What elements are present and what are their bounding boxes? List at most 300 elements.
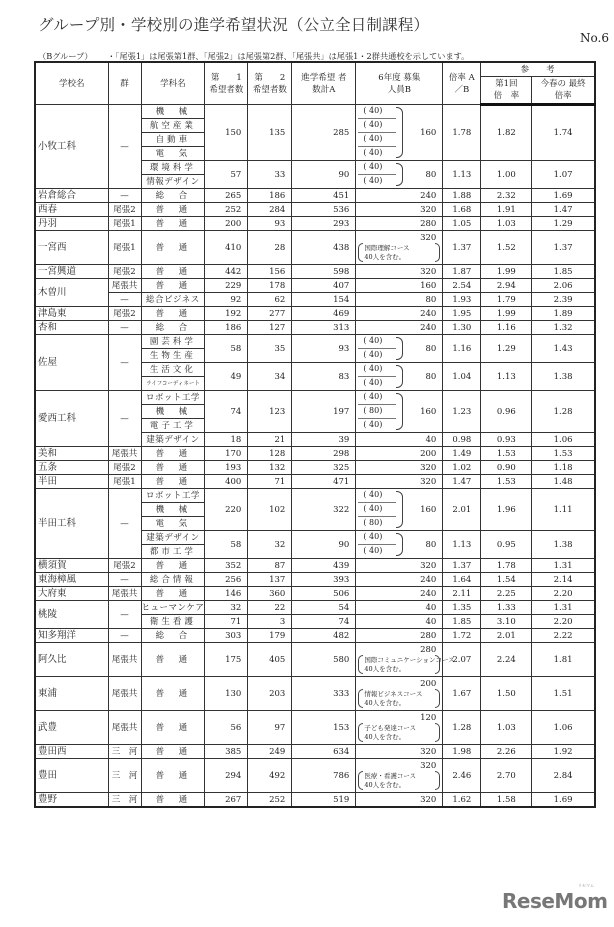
first-choice-count: 150 [205, 105, 248, 161]
second-choice-count: 32 [248, 531, 292, 559]
quota-part: ( 40) [358, 335, 396, 349]
quota-b [356, 711, 443, 745]
quota-b: 80 [356, 293, 443, 307]
first-round-ratio: 1.58 [481, 793, 532, 808]
school-name: 佐屋 [35, 335, 108, 391]
total-a: 482 [292, 629, 356, 643]
total-a: 313 [292, 321, 356, 335]
group-cell: 三 河 [108, 745, 141, 759]
table-row [35, 231, 595, 265]
final-ratio: 1.85 [532, 265, 595, 279]
ratio-ab: 1.49 [443, 447, 481, 461]
course-note [364, 690, 422, 708]
final-ratio: 1.07 [532, 161, 595, 189]
school-name: 大府東 [35, 587, 108, 601]
bracket-right-icon [435, 723, 440, 742]
quota-part: ( 80) [358, 405, 396, 419]
bracket-right-icon [435, 689, 440, 708]
subject-name: 普 通 [141, 231, 205, 265]
subject-name: 環境科学 [141, 161, 205, 175]
first-choice-count: 410 [205, 231, 248, 265]
quota-part: ( 40) [358, 133, 396, 147]
table-row [35, 759, 595, 793]
second-choice-count: 127 [248, 321, 292, 335]
table-row [35, 559, 595, 573]
group-cell: — [108, 573, 141, 587]
school-name: 武豊 [35, 711, 108, 745]
table-row [35, 279, 595, 293]
brace-icon [396, 393, 403, 430]
subject-name: 総 合 [141, 321, 205, 335]
quota-b: 40 [356, 601, 443, 615]
total-a: 54 [292, 601, 356, 615]
ratio-ab: 1.28 [443, 711, 481, 745]
total-a: 322 [292, 489, 356, 531]
first-round-ratio: 0.96 [481, 391, 532, 433]
quota-breakdown [358, 391, 396, 432]
school-name: 西春 [35, 203, 108, 217]
second-choice-count: 3 [248, 615, 292, 629]
first-round-ratio: 1.52 [481, 231, 532, 265]
first-round-ratio: 1.96 [481, 489, 532, 531]
table-row [35, 793, 595, 808]
second-choice-count: 35 [248, 335, 292, 363]
col-school: 学校名 [35, 62, 108, 105]
ratio-ab: 2.01 [443, 489, 481, 531]
quota-b: 320 [356, 265, 443, 279]
subject-name: ライフコーディネート [141, 377, 205, 391]
quota-total: 280 [420, 645, 437, 655]
second-choice-count: 284 [248, 203, 292, 217]
group-cell: 尾張2 [108, 307, 141, 321]
final-ratio: 2.20 [532, 615, 595, 629]
quota-b [356, 391, 443, 433]
second-choice-count: 21 [248, 433, 292, 447]
table-row [35, 587, 595, 601]
quota-total: 120 [420, 713, 437, 723]
final-ratio: 2.39 [532, 293, 595, 307]
quota-breakdown [358, 363, 396, 390]
brace-icon [396, 337, 403, 360]
group-cell: — [108, 105, 141, 189]
total-a: 285 [292, 105, 356, 161]
group-cell: — [108, 293, 141, 307]
ratio-ab: 1.35 [443, 601, 481, 615]
first-round-ratio: 2.24 [481, 643, 532, 677]
quota-part: ( 40) [363, 148, 383, 157]
total-a: 519 [292, 793, 356, 808]
final-ratio: 2.22 [532, 629, 595, 643]
second-choice-count: 34 [248, 363, 292, 391]
subject-name: 建築デザイン [141, 531, 205, 545]
total-a: 93 [292, 335, 356, 363]
col-quota-b: 6年度 募集人員B [356, 62, 443, 105]
final-ratio: 1.18 [532, 461, 595, 475]
quota-b: 280 [356, 217, 443, 231]
group-cell: — [108, 335, 141, 391]
first-round-ratio: 1.00 [481, 161, 532, 189]
quota-b [356, 363, 443, 391]
subject-name: 普 通 [141, 203, 205, 217]
quota-total: 200 [420, 679, 437, 689]
second-choice-count: 97 [248, 711, 292, 745]
second-choice-count: 178 [248, 279, 292, 293]
quota-b: 240 [356, 307, 443, 321]
school-name: 木曽川 [35, 279, 108, 307]
second-choice-count: 71 [248, 475, 292, 489]
legend-note: ・「尾張1」は尾張第1群、「尾張2」は尾張第2群、「尾張共」は尾張1・2群共通校を示しています。 [107, 51, 470, 61]
first-round-ratio: 1.79 [481, 293, 532, 307]
quota-part: ( 40) [358, 531, 396, 545]
group-cell: 三 河 [108, 759, 141, 793]
subject-name: 建築デザイン [141, 433, 205, 447]
page-title: グループ別・学校別の進学希望状況（公立全日制課程） [38, 16, 430, 34]
total-a: 506 [292, 587, 356, 601]
quota-total: 80 [425, 343, 437, 354]
course-note-line: 40人を含む。 [364, 699, 406, 707]
ratio-ab: 1.02 [443, 461, 481, 475]
table-row [35, 461, 595, 475]
ratio-ab: 1.47 [443, 475, 481, 489]
first-round-ratio: 1.03 [481, 711, 532, 745]
group-cell: 尾張1 [108, 217, 141, 231]
first-round-ratio: 1.82 [481, 105, 532, 161]
first-choice-count: 352 [205, 559, 248, 573]
quota-total: 320 [420, 233, 437, 243]
group-cell: 尾張2 [108, 265, 141, 279]
group-cell: — [108, 391, 141, 447]
first-round-ratio: 1.78 [481, 559, 532, 573]
total-a: 580 [292, 643, 356, 677]
school-name: 丹羽 [35, 217, 108, 231]
quota-breakdown [358, 489, 396, 530]
subject-name: 普 通 [141, 307, 205, 321]
ratio-ab: 1.37 [443, 231, 481, 265]
brace-icon [396, 107, 403, 158]
group-cell: 尾張共 [108, 587, 141, 601]
first-round-ratio: 2.25 [481, 587, 532, 601]
first-choice-count: 385 [205, 745, 248, 759]
second-choice-count: 492 [248, 759, 292, 793]
subject-name: 普 通 [141, 793, 205, 808]
subject-name: 普 通 [141, 643, 205, 677]
ratio-ab: 1.95 [443, 307, 481, 321]
first-round-ratio: 0.90 [481, 461, 532, 475]
second-choice-count: 203 [248, 677, 292, 711]
quota-part: ( 40) [358, 391, 396, 405]
final-ratio: 1.43 [532, 335, 595, 363]
subject-name: 普 通 [141, 711, 205, 745]
first-round-ratio: 1.99 [481, 307, 532, 321]
table-row [35, 447, 595, 461]
ratio-ab: 1.16 [443, 335, 481, 363]
total-a: 90 [292, 531, 356, 559]
quota-part: ( 80) [363, 518, 383, 527]
course-note-line: 医療・看護コース [364, 772, 417, 780]
group-cell: 尾張共 [108, 643, 141, 677]
first-choice-count: 92 [205, 293, 248, 307]
second-choice-count: 405 [248, 643, 292, 677]
first-choice-count: 58 [205, 335, 248, 363]
table-row [35, 321, 595, 335]
quota-b [356, 231, 443, 265]
ratio-ab: 1.13 [443, 531, 481, 559]
ratio-ab: 1.67 [443, 677, 481, 711]
first-round-ratio: 2.32 [481, 189, 532, 203]
table-body [35, 105, 595, 808]
quota-b [356, 643, 455, 677]
first-choice-count: 229 [205, 279, 248, 293]
first-choice-count: 18 [205, 433, 248, 447]
table-row [35, 307, 595, 321]
group-cell: 尾張2 [108, 203, 141, 217]
school-name: 豊野 [35, 793, 108, 808]
quota-part: ( 40) [363, 350, 383, 359]
group-cell: 尾張共 [108, 447, 141, 461]
col-second-choice: 第 2 希望者数 [248, 62, 292, 105]
quota-part: ( 40) [358, 105, 396, 119]
subject-name: 普 通 [141, 461, 205, 475]
ratio-ab: 1.87 [443, 265, 481, 279]
first-round-ratio: 1.53 [481, 447, 532, 461]
first-round-ratio: 1.29 [481, 335, 532, 363]
subject-name: 普 通 [141, 279, 205, 293]
total-a: 325 [292, 461, 356, 475]
group-cell: — [108, 189, 141, 203]
course-note-line: 情報ビジネスコース [364, 690, 423, 698]
total-a: 197 [292, 391, 356, 433]
table-row [35, 105, 595, 119]
school-name: 半田 [35, 475, 108, 489]
total-a: 536 [292, 203, 356, 217]
quota-part: ( 40) [358, 363, 396, 377]
subject-name: 普 通 [141, 559, 205, 573]
subject-name: 衛生看護 [141, 615, 205, 629]
course-note [364, 656, 454, 674]
final-ratio: 1.38 [532, 363, 595, 391]
second-choice-count: 132 [248, 461, 292, 475]
final-ratio: 1.74 [532, 105, 595, 161]
quota-b: 240 [356, 321, 443, 335]
total-a: 439 [292, 559, 356, 573]
ratio-ab: 1.78 [443, 105, 481, 161]
group-cell: — [108, 629, 141, 643]
first-choice-count: 442 [205, 265, 248, 279]
ratio-ab: 1.98 [443, 745, 481, 759]
subject-name: 機 械 [141, 503, 205, 517]
group-cell: 尾張1 [108, 231, 141, 265]
school-name: 杏和 [35, 321, 108, 335]
school-name: 豊田 [35, 759, 108, 793]
first-choice-count: 32 [205, 601, 248, 615]
group-cell: 尾張2 [108, 461, 141, 475]
quota-b: 320 [356, 475, 443, 489]
first-round-ratio: 1.50 [481, 677, 532, 711]
school-name: 五条 [35, 461, 108, 475]
total-a: 471 [292, 475, 356, 489]
bracket-right-icon [435, 771, 440, 790]
final-ratio: 2.84 [532, 759, 595, 793]
subject-name: 電 気 [141, 517, 205, 531]
subject-name: 普 通 [141, 745, 205, 759]
quota-b: 40 [356, 433, 443, 447]
final-ratio: 1.81 [532, 643, 595, 677]
second-choice-count: 252 [248, 793, 292, 808]
col-first-choice: 第 1 希望者数 [205, 62, 248, 105]
course-note-line: 40人を含む。 [364, 253, 406, 261]
first-round-ratio: 1.16 [481, 321, 532, 335]
final-ratio: 1.47 [532, 203, 595, 217]
first-choice-count: 186 [205, 321, 248, 335]
final-ratio: 1.32 [532, 321, 595, 335]
total-a: 786 [292, 759, 356, 793]
admission-table [34, 61, 596, 808]
first-choice-count: 267 [205, 793, 248, 808]
ratio-ab: 1.30 [443, 321, 481, 335]
first-choice-count: 175 [205, 643, 248, 677]
first-choice-count: 130 [205, 677, 248, 711]
subject-name: 普 通 [141, 587, 205, 601]
quota-part: ( 40) [358, 489, 396, 503]
bracket-right-icon [435, 243, 440, 262]
second-choice-count: 186 [248, 189, 292, 203]
subject-name: 普 通 [141, 759, 205, 793]
school-name: 桃陵 [35, 601, 108, 629]
quota-breakdown [358, 531, 396, 558]
ratio-ab: 0.98 [443, 433, 481, 447]
final-ratio: 1.38 [532, 531, 595, 559]
ratio-ab: 1.72 [443, 629, 481, 643]
quota-part: ( 40) [358, 503, 396, 517]
first-round-ratio: 1.53 [481, 475, 532, 489]
table-row [35, 293, 595, 307]
subject-name: 自動車 [141, 133, 205, 147]
quota-part: ( 40) [363, 420, 383, 429]
school-name: 横須賀 [35, 559, 108, 573]
ratio-ab: 1.04 [443, 363, 481, 391]
quota-b [356, 677, 443, 711]
group-cell: 尾張共 [108, 279, 141, 293]
second-choice-count: 87 [248, 559, 292, 573]
quota-breakdown [358, 161, 396, 188]
total-a: 153 [292, 711, 356, 745]
total-a: 39 [292, 433, 356, 447]
first-round-ratio: 1.33 [481, 601, 532, 615]
ratio-ab: 1.05 [443, 217, 481, 231]
col-total-a: 進学希望 者数計A [292, 62, 356, 105]
quota-part: ( 40) [358, 161, 396, 175]
final-ratio: 2.14 [532, 573, 595, 587]
group-cell: 尾張2 [108, 559, 141, 573]
first-choice-count: 400 [205, 475, 248, 489]
first-choice-count: 57 [205, 161, 248, 189]
total-a: 293 [292, 217, 356, 231]
table-row [35, 573, 595, 587]
table-row [35, 489, 595, 503]
table-row [35, 189, 595, 203]
quota-total: 80 [425, 539, 437, 550]
table-row [35, 643, 595, 677]
final-ratio: 1.11 [532, 489, 595, 531]
quota-part: ( 40) [363, 546, 383, 555]
quota-b: 320 [356, 461, 443, 475]
total-a: 83 [292, 363, 356, 391]
subject-name: 総 合 [141, 629, 205, 643]
table-row [35, 601, 595, 615]
final-ratio: 1.51 [532, 677, 595, 711]
course-note [364, 724, 416, 742]
ratio-ab: 1.37 [443, 559, 481, 573]
total-a: 407 [292, 279, 356, 293]
first-round-ratio: 1.99 [481, 265, 532, 279]
school-name: 知多翔洋 [35, 629, 108, 643]
subject-name: 総合ビジネス [141, 293, 205, 307]
first-choice-count: 193 [205, 461, 248, 475]
first-round-ratio: 0.95 [481, 531, 532, 559]
course-note-line: 40人を含む。 [364, 781, 406, 789]
school-name: 美和 [35, 447, 108, 461]
ratio-ab: 2.07 [443, 643, 481, 677]
first-choice-count: 252 [205, 203, 248, 217]
subject-name: 生物生産 [141, 349, 205, 363]
table-row [35, 203, 595, 217]
quota-b: 280 [356, 629, 443, 643]
first-choice-count: 303 [205, 629, 248, 643]
group-label: （Bグループ） [38, 51, 93, 61]
first-round-ratio: 2.26 [481, 745, 532, 759]
quota-b: 160 [356, 279, 443, 293]
course-note [364, 244, 409, 262]
quota-b: 240 [356, 587, 443, 601]
table-row [35, 265, 595, 279]
first-choice-count: 146 [205, 587, 248, 601]
quota-b: 200 [356, 447, 443, 461]
quota-b: 240 [356, 573, 443, 587]
ratio-ab: 1.85 [443, 615, 481, 629]
total-a: 74 [292, 615, 356, 629]
second-choice-count: 249 [248, 745, 292, 759]
school-name: 愛西工科 [35, 391, 108, 447]
quota-b [356, 335, 443, 363]
subject-name: ロボット工学 [141, 489, 205, 503]
quota-b [356, 161, 443, 189]
table-row [35, 475, 595, 489]
first-round-ratio: 2.01 [481, 629, 532, 643]
first-choice-count: 71 [205, 615, 248, 629]
first-choice-count: 192 [205, 307, 248, 321]
final-ratio: 1.06 [532, 433, 595, 447]
bracket-left-icon [358, 689, 363, 708]
first-round-ratio: 2.70 [481, 759, 532, 793]
group-cell: 尾張共 [108, 711, 141, 745]
second-choice-count: 360 [248, 587, 292, 601]
total-a: 598 [292, 265, 356, 279]
course-note-line: 子ども発達コース [364, 724, 417, 732]
second-choice-count: 156 [248, 265, 292, 279]
table-row [35, 217, 595, 231]
first-choice-count: 256 [205, 573, 248, 587]
quota-b [356, 489, 443, 531]
ratio-ab: 2.46 [443, 759, 481, 793]
bracket-left-icon [358, 771, 363, 790]
total-a: 438 [292, 231, 356, 265]
school-name: 一宮西 [35, 231, 108, 265]
total-a: 469 [292, 307, 356, 321]
quota-b: 40 [356, 615, 443, 629]
brace-icon [396, 365, 403, 388]
bracket-left-icon [358, 243, 363, 262]
brace-icon [396, 533, 403, 556]
